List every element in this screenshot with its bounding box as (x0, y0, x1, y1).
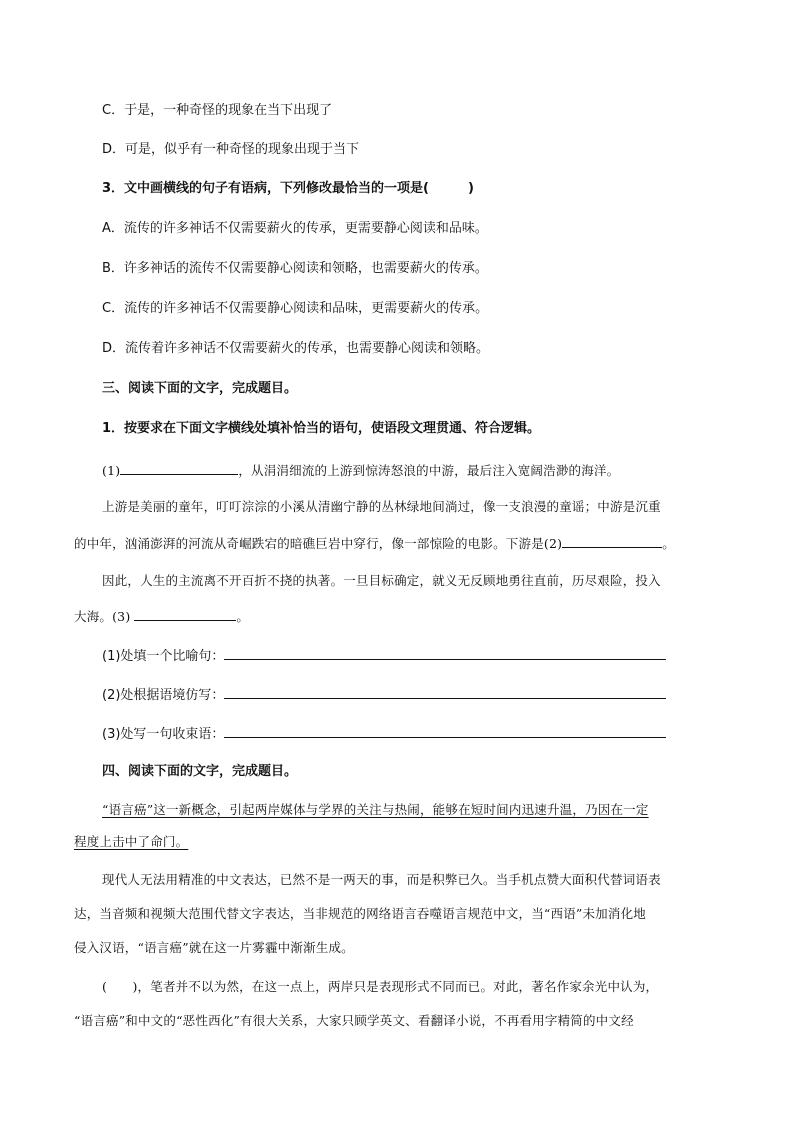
q3-option-c: C．流传的许多神话不仅需要静心阅读和品味，更需要薪火的传承。 (102, 301, 489, 316)
section4-paragraph-2-line-2: 达，当音频和视频大范围代替文字表达，当非规范的网络语言吞噬语言规范中文，当“西语”未加消化地 (74, 906, 646, 921)
section4-underlined-sentence-line-1: “语言癌”这一新概念，引起两岸媒体与学界的关注与热闹，能够在短时间内迅速升温，乃因在一定 (102, 802, 649, 817)
paragraph-2-end: 。 (662, 536, 675, 551)
paragraph-3-text: 大海。(3) (74, 609, 131, 624)
blank-1-label: (1) (102, 463, 121, 478)
answer-1-label: (1)处填一个比喻句： (102, 649, 225, 664)
q3-stem: 3．文中画横线的句子有语病，下列修改最恰当的一项是( ) (102, 181, 474, 196)
section3-paragraph-3-line-1: 因此，人生的主流离不开百折不挠的执著。一旦目标确定，就义无反顾地勇往直前，历尽艰险，投入 (102, 573, 661, 588)
paragraph-3-end: 。 (236, 609, 250, 624)
paragraph-2-text: 的中年，汹涌澎湃的河流从奇崛跌宕的暗礁巨岩中穿行，像一部惊险的电影。下游是(2) (74, 536, 563, 551)
blank-2[interactable] (562, 533, 662, 548)
q3-option-a: A．流传的许多神话不仅需要薪火的传承，更需要静心阅读和品味。 (102, 221, 488, 236)
section4-paragraph-2-line-3: 侵入汉语，“语言癌”就在这一片雾霾中渐渐生成。 (74, 940, 354, 955)
section3-q1-stem: 1．按要求在下面文字横线处填补恰当的语句，使语段文理贯通、符合逻辑。 (102, 421, 541, 436)
section4-paragraph-3-line-1: ( )，笔者并不以为然，在这一点上，两岸只是表现形式不同而已。对此，著名作家余光中认为， (102, 979, 659, 994)
q3-option-d: D．流传着许多神话不仅需要薪火的传承，也需要静心阅读和领略。 (102, 341, 490, 356)
q2-option-d: D．可是，似乎有一种奇怪的现象出现于当下 (102, 142, 360, 157)
answer-2-row (102, 684, 666, 705)
blank-3[interactable] (134, 606, 236, 621)
section4-heading: 四、阅读下面的文字，完成题目。 (102, 764, 298, 779)
section3-heading: 三、阅读下面的文字，完成题目。 (102, 381, 298, 396)
answer-3-row (102, 723, 666, 744)
section3-paragraph-1 (102, 460, 619, 480)
answer-3-label: (3)处写一句收束语： (102, 727, 225, 742)
blank-1[interactable] (120, 460, 238, 475)
section3-paragraph-3-line-2 (74, 606, 249, 626)
section3-paragraph-2-line-2 (74, 533, 675, 553)
q2-option-c: C．于是，一种奇怪的现象在当下出现了 (102, 103, 333, 118)
section3-paragraph-2-line-1: 上游是美丽的童年，叮叮淙淙的小溪从清幽宁静的丛林绿地间淌过，像一支浪漫的童谣；中游是沉重 (102, 499, 661, 514)
q3-option-b: B．许多神话的流传不仅需要静心阅读和领略，也需要薪火的传承。 (102, 261, 488, 276)
section4-underlined-sentence-line-2: 程度上击中了命门。 (74, 834, 189, 849)
section4-paragraph-2-line-1: 现代人无法用精准的中文表达，已然不是一两天的事，而是积弊已久。当手机点赞大面积代替词语表 (102, 872, 661, 887)
answer-2-line[interactable] (224, 684, 666, 699)
paragraph-1-text: ，从涓涓细流的上游到惊涛怒浪的中游，最后注入宽阔浩渺的海洋。 (238, 463, 620, 478)
answer-3-line[interactable] (224, 723, 666, 738)
section4-paragraph-3-line-2: “语言癌”和中文的“恶性西化”有很大关系，大家只顾学英文、看翻译小说，不再看用字精简的中文经 (74, 1013, 634, 1028)
answer-1-row (102, 645, 666, 666)
answer-1-line[interactable] (224, 645, 666, 660)
answer-2-label: (2)处根据语境仿写： (102, 688, 225, 703)
